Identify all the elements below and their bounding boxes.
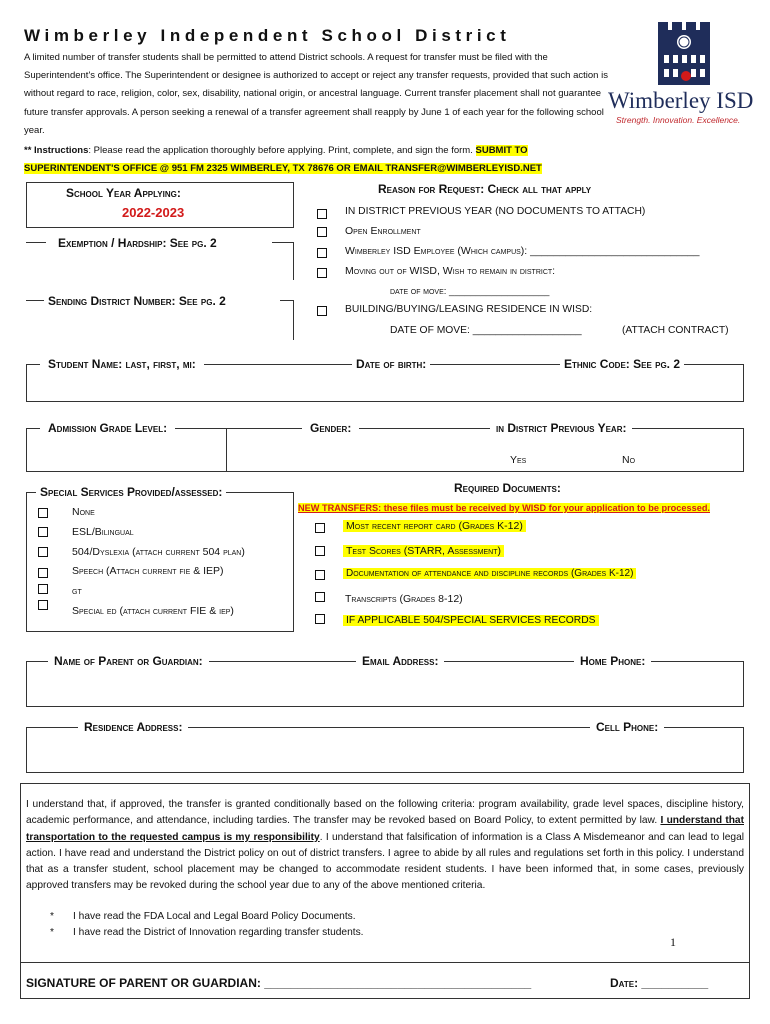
move-date-1: date of move: ___________________	[390, 286, 550, 297]
reason-option-2: Wimberley ISD Employee (Which campus): _____________________________	[345, 245, 700, 257]
agreement-text-2: . I understand that falsification of information is a Class A Misdemeanor and can lead to legal action. I have read and understand the District policy on out of district transfers. I agree to abide by all rules and regulations set forth in this policy. I understand that as a transfer student, school placement may be changed to accommodate resident students. I have been informed that, in some cases, previously approved transfers may be revoked during the school year due to any of the above mentioned criteria.	[26, 831, 745, 892]
agreement-bullet-0: I have read the FDA Local and Legal Board Policy Documents.	[73, 911, 356, 922]
cell-phone-label: Cell Phone:	[590, 720, 664, 734]
instructions	[24, 142, 624, 178]
special-services-label: Special Services Provided/assessed:	[36, 485, 226, 499]
agreement-paragraph	[26, 797, 744, 895]
intro-paragraph: A limited number of transfer students shall be permitted to attend District schools. A request for transfer must be filed with the Superintendent's office. The Superintendent or designee is authorized to accept or reject any transfer requests, provided that such action is without regard to race, religion, color, sex, disability, national origin, or ancestral language. Current transfer placement shall not guarantee future transfer approvals. A person seeking a renewal of a transfer agreement shall reapply by June 1 of each year for the following school year.	[24, 52, 608, 136]
email-label: Email Address:	[356, 654, 444, 668]
submit-text: SUBMIT TO SUPERINTENDENT'S OFFICE @ 951 FM 2325 WIMBERLEY, TX 78676 OR EMAIL TRANSFER@WIMBERLEYISD.NET	[24, 145, 542, 174]
doc-checkbox-0[interactable]	[315, 523, 325, 533]
ethnic-code-label: Ethnic Code: See pg. 2	[560, 357, 684, 371]
school-year-label: School Year Applying:	[62, 186, 185, 200]
reason-option-1: Open Enrollment	[345, 225, 421, 237]
reason-checkbox-1[interactable]	[317, 227, 327, 237]
sending-line-vert	[293, 300, 294, 340]
reason-option-4: BUILDING/BUYING/LEASING RESIDENCE IN WISD:	[345, 304, 593, 315]
signature-divider	[20, 962, 750, 963]
exemption-line-left	[26, 242, 46, 243]
prev-year-label: in District Previous Year:	[490, 421, 632, 435]
district-title: Wimberley Independent School District	[24, 26, 511, 45]
reason-checkbox-0[interactable]	[317, 209, 327, 219]
reason-option-3: Moving out of WISD, Wish to remain in district:	[345, 265, 556, 277]
page-number: 1	[670, 935, 676, 949]
doc-checkbox-1[interactable]	[315, 546, 325, 556]
ss-option-1: ESL/Bilingual	[72, 526, 134, 538]
exemption-line-right	[272, 242, 294, 243]
reason-checkbox-2[interactable]	[317, 248, 327, 258]
ss-option-4: gt	[72, 585, 82, 597]
ss-checkbox-5[interactable]	[38, 600, 48, 610]
yes-option[interactable]: Yes	[510, 454, 527, 466]
doc-item-3: Transcripts (Grades 8-12)	[345, 593, 463, 605]
required-docs-notice: NEW TRANSFERS: these files must be received by WISD for your application to be processed.	[298, 503, 710, 513]
ss-checkbox-3[interactable]	[38, 568, 48, 578]
ss-option-0: None	[72, 506, 95, 518]
grade-level-label: Admission Grade Level:	[40, 421, 175, 435]
doc-item-2: Documentation of attendance and discipline records (Grades K-12)	[343, 568, 636, 579]
ss-checkbox-0[interactable]	[38, 508, 48, 518]
ss-option-2: 504/Dyslexia (attach current 504 plan)	[72, 546, 245, 558]
sending-line-right	[280, 300, 294, 301]
grade-gender-divider	[226, 428, 227, 472]
exemption-line-vert	[293, 242, 294, 280]
ss-option-3: Speech (Attach current fie & IEP)	[72, 565, 224, 577]
ss-checkbox-4[interactable]	[38, 584, 48, 594]
no-option[interactable]: No	[622, 454, 636, 466]
sending-district-label: Sending District Number: See pg. 2	[48, 294, 226, 308]
ss-checkbox-1[interactable]	[38, 527, 48, 537]
parent-name-label: Name of Parent or Guardian:	[48, 654, 209, 668]
agreement-transport: I understand that transportation to the requested campus is my responsibility	[26, 815, 744, 843]
logo-name: Wimberley ISD	[608, 88, 754, 113]
reason-label: Reason for Request: Check all that apply	[378, 182, 592, 196]
agreement-bullet-1: I have read the District of Innovation regarding transfer students.	[73, 927, 364, 938]
reason-checkbox-4[interactable]	[317, 306, 327, 316]
instructions-text: : Please read the application thoroughly before applying. Print, complete, and sign the form.	[88, 145, 476, 156]
student-name-label: Student Name: last, first, mi:	[40, 357, 204, 371]
residence-address-label: Residence Address:	[78, 720, 188, 734]
doc-checkbox-2[interactable]	[315, 570, 325, 580]
doc-item-1: Test Scores (STARR, Assessment)	[343, 545, 504, 557]
dob-label: Date of birth:	[352, 357, 430, 371]
sending-line-left	[26, 300, 44, 301]
logo-tagline: Strength. Innovation. Excellence.	[616, 115, 741, 125]
gender-label: Gender:	[302, 421, 359, 435]
bullet-star-1: *	[50, 927, 54, 938]
reason-option-0: IN DISTRICT PREVIOUS YEAR (NO DOCUMENTS TO ATTACH)	[345, 206, 646, 217]
doc-item-0: Most recent report card (Grades K-12)	[343, 520, 526, 532]
school-year-value: 2022-2023	[122, 205, 185, 220]
bullet-star-0: *	[50, 911, 54, 922]
signature-label[interactable]: SIGNATURE OF PARENT OR GUARDIAN: ________________________________________	[26, 976, 532, 990]
instructions-label: ** Instructions	[24, 145, 89, 156]
doc-checkbox-4[interactable]	[315, 614, 325, 624]
agreement-text-1: I understand that, if approved, the transfer is granted conditionally based on the following criteria: program availability, grade level spaces, discipline history, academic performance, and attendance, including tardies. The transfer may be revoked based on Board Policy, to extent permitted by law.	[26, 799, 744, 827]
exemption-label: Exemption / Hardship: See pg. 2	[58, 236, 217, 250]
date-label[interactable]: Date: __________	[610, 976, 709, 990]
doc-item-4: IF APPLICABLE 504/SPECIAL SERVICES RECORDS	[343, 615, 599, 626]
required-docs-label: Required Documents:	[454, 481, 561, 495]
ss-checkbox-2[interactable]	[38, 547, 48, 557]
move-date-2: DATE OF MOVE: ___________________	[390, 325, 582, 336]
ss-option-5: Special ed (attach current FIE & iep)	[72, 605, 234, 617]
doc-checkbox-3[interactable]	[315, 592, 325, 602]
reason-checkbox-3[interactable]	[317, 268, 327, 278]
home-phone-label: Home Phone:	[574, 654, 651, 668]
attach-contract: (ATTACH CONTRACT)	[622, 325, 729, 336]
